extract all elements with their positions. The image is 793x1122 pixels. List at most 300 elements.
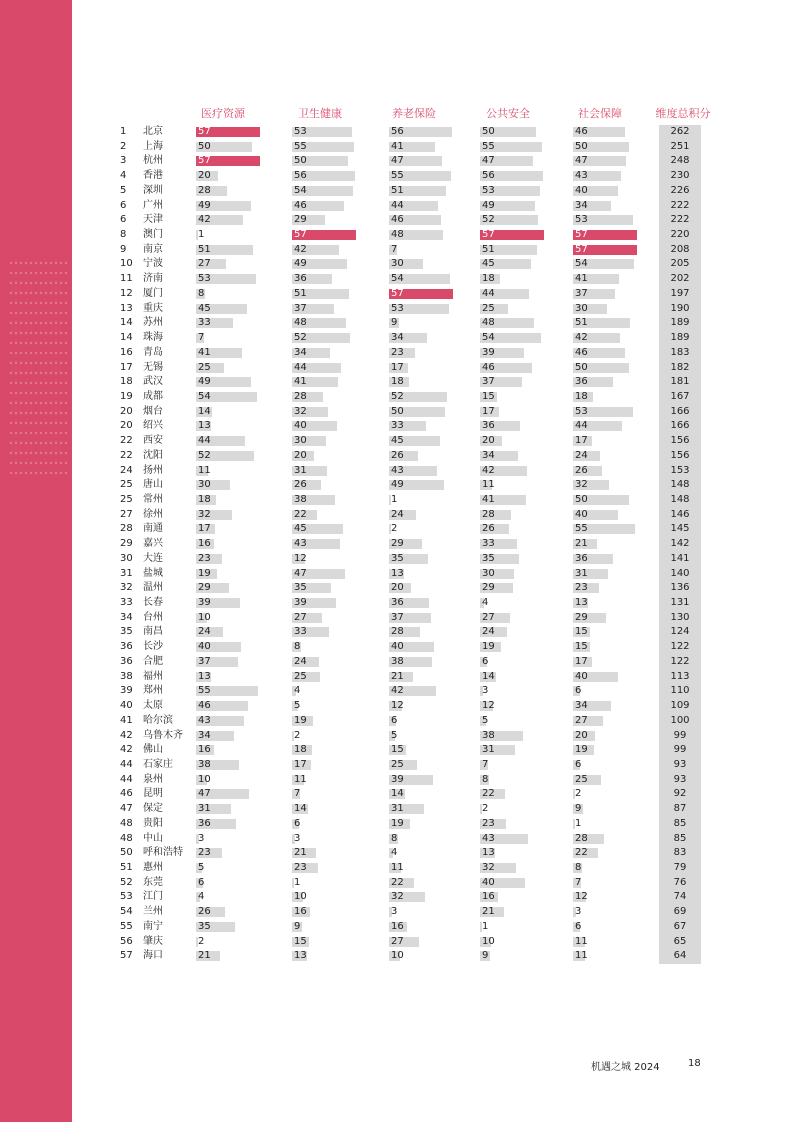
score-value: 43 (294, 538, 307, 550)
total-score-cell: 136 (659, 581, 701, 596)
score-value: 29 (482, 582, 495, 594)
rank-cell: 24 (120, 464, 133, 476)
rank-cell: 17 (120, 361, 133, 373)
score-value: 24 (391, 508, 404, 520)
score-value: 55 (294, 140, 307, 152)
score-value: 13 (482, 847, 495, 859)
table-row (0, 611, 793, 625)
score-value: 50 (575, 361, 588, 373)
score-value: 43 (575, 170, 588, 182)
table-row (0, 537, 793, 551)
city-cell: 嘉兴 (143, 538, 163, 550)
total-score-cell: 140 (659, 567, 701, 582)
total-score-cell: 166 (659, 419, 701, 434)
score-value: 11 (294, 773, 307, 785)
rank-cell: 2 (120, 140, 127, 152)
score-value: 54 (575, 258, 588, 270)
score-value: 19 (575, 744, 588, 756)
score-value: 27 (198, 258, 211, 270)
city-cell: 南昌 (143, 626, 163, 638)
score-value: 41 (482, 494, 495, 505)
score-value: 30 (391, 258, 404, 270)
total-score-cell: 222 (659, 213, 701, 228)
table-row (0, 920, 793, 934)
city-cell: 南宁 (143, 920, 163, 932)
score-value: 16 (294, 906, 307, 918)
score-value: 23 (575, 582, 588, 594)
score-value: 36 (482, 420, 495, 432)
score-value: 1 (294, 876, 301, 888)
total-score-cell: 262 (659, 125, 701, 140)
score-value: 53 (482, 184, 495, 196)
score-value: 37 (294, 302, 307, 314)
score-value: 6 (575, 920, 582, 932)
score-value: 35 (391, 552, 404, 564)
table-row (0, 272, 793, 286)
score-value: 46 (575, 126, 588, 137)
total-score-cell: 156 (659, 434, 701, 449)
score-value: 1 (198, 229, 205, 241)
table-row (0, 419, 793, 433)
city-cell: 珠海 (143, 332, 163, 344)
city-cell: 郑州 (143, 685, 163, 697)
score-value: 55 (482, 140, 495, 152)
score-value: 20 (482, 435, 495, 447)
score-value: 18 (482, 273, 495, 285)
score-value: 38 (391, 655, 404, 667)
column-header-5: 维度总积分 (655, 107, 711, 120)
score-value: 9 (575, 803, 582, 815)
city-cell: 南京 (143, 243, 163, 255)
score-value: 45 (198, 302, 211, 314)
score-value: 6 (294, 817, 301, 829)
score-value: 32 (482, 862, 495, 873)
total-score-cell: 226 (659, 184, 701, 199)
score-value: 6 (391, 714, 398, 726)
score-value: 20 (575, 729, 588, 741)
rank-cell: 47 (120, 803, 133, 815)
score-value: 49 (198, 376, 211, 388)
city-cell: 太原 (143, 700, 163, 712)
table-row (0, 684, 793, 698)
score-value: 28 (575, 832, 588, 844)
column-header-2: 养老保险 (392, 107, 436, 120)
score-value: 47 (294, 567, 307, 579)
score-value: 39 (294, 597, 307, 609)
score-value: 23 (294, 862, 307, 873)
score-value: 46 (482, 361, 495, 373)
score-value: 54 (482, 332, 495, 344)
score-value: 15 (575, 626, 588, 638)
score-value: 42 (575, 332, 588, 344)
score-value: 19 (198, 567, 211, 579)
score-value: 31 (198, 803, 211, 815)
score-value: 53 (391, 302, 404, 314)
score-value: 28 (294, 390, 307, 402)
rank-cell: 16 (120, 346, 133, 358)
rank-cell: 18 (120, 376, 133, 388)
table-row (0, 890, 793, 904)
total-score-cell: 148 (659, 478, 701, 493)
total-score-cell: 87 (659, 802, 701, 817)
score-value: 29 (575, 611, 588, 623)
score-value: 16 (198, 538, 211, 550)
rank-cell: 55 (120, 920, 133, 932)
score-value: 40 (294, 420, 307, 432)
score-value: 3 (198, 832, 205, 844)
rank-cell: 1 (120, 126, 127, 137)
score-value: 30 (294, 435, 307, 447)
score-value: 10 (198, 773, 211, 785)
score-value: 36 (294, 273, 307, 285)
rank-cell: 51 (120, 862, 133, 873)
score-value: 43 (482, 832, 495, 844)
rank-cell: 42 (120, 744, 133, 756)
score-value: 40 (391, 641, 404, 653)
rank-cell: 30 (120, 552, 133, 564)
rank-cell: 54 (120, 906, 133, 918)
score-value: 9 (391, 317, 398, 329)
rank-cell: 41 (120, 714, 133, 726)
table-row (0, 125, 793, 139)
score-value: 2 (575, 788, 582, 800)
city-cell: 佛山 (143, 744, 163, 756)
table-row (0, 552, 793, 566)
score-value: 57 (294, 229, 307, 241)
score-value: 43 (198, 714, 211, 726)
score-value: 51 (391, 184, 404, 196)
table-row (0, 154, 793, 168)
score-value: 55 (575, 523, 588, 535)
city-cell: 南通 (143, 523, 163, 535)
score-value: 30 (575, 302, 588, 314)
score-value: 19 (294, 714, 307, 726)
city-cell: 贵阳 (143, 817, 163, 829)
total-score-cell: 182 (659, 361, 701, 376)
total-score-cell: 109 (659, 699, 701, 714)
score-value: 33 (294, 626, 307, 638)
score-value: 52 (391, 390, 404, 402)
table-row (0, 140, 793, 154)
city-cell: 澳门 (143, 229, 163, 241)
score-value: 47 (482, 155, 495, 167)
score-value: 18 (198, 494, 211, 505)
score-value: 56 (294, 170, 307, 182)
score-value: 40 (482, 876, 495, 888)
table-row (0, 905, 793, 919)
score-value: 28 (482, 508, 495, 520)
score-value: 7 (391, 243, 398, 255)
rank-cell: 29 (120, 538, 133, 550)
score-value: 13 (198, 670, 211, 682)
score-value: 30 (198, 479, 211, 491)
score-value: 12 (482, 700, 495, 712)
score-value: 3 (294, 832, 301, 844)
score-value: 38 (198, 758, 211, 770)
score-value: 11 (575, 950, 588, 962)
score-value: 52 (294, 332, 307, 344)
score-value: 25 (482, 302, 495, 314)
score-value: 42 (198, 214, 211, 226)
score-value: 46 (575, 346, 588, 358)
score-value: 33 (391, 420, 404, 432)
rank-cell: 56 (120, 935, 133, 947)
rank-cell: 28 (120, 523, 133, 535)
score-value: 56 (391, 126, 404, 137)
score-value: 53 (294, 126, 307, 137)
total-score-cell: 156 (659, 449, 701, 464)
score-value: 7 (482, 758, 489, 770)
score-value: 46 (391, 214, 404, 226)
score-value: 42 (294, 243, 307, 255)
total-score-cell: 92 (659, 787, 701, 802)
score-value: 29 (198, 582, 211, 594)
table-row (0, 655, 793, 669)
total-score-cell: 148 (659, 493, 701, 508)
score-value: 49 (198, 199, 211, 211)
score-value: 57 (198, 155, 211, 167)
score-value: 7 (198, 332, 205, 344)
score-value: 7 (575, 876, 582, 888)
score-value: 22 (294, 508, 307, 520)
city-cell: 北京 (143, 126, 163, 137)
score-value: 24 (198, 626, 211, 638)
city-cell: 绍兴 (143, 420, 163, 432)
score-value: 44 (391, 199, 404, 211)
score-value: 41 (198, 346, 211, 358)
score-value: 48 (482, 317, 495, 329)
table-row (0, 729, 793, 743)
rank-cell: 14 (120, 317, 133, 329)
score-value: 47 (198, 788, 211, 800)
score-value: 40 (575, 670, 588, 682)
score-value: 14 (482, 670, 495, 682)
total-score-cell: 99 (659, 729, 701, 744)
total-score-cell: 183 (659, 346, 701, 361)
score-value: 15 (294, 935, 307, 947)
score-value: 31 (482, 744, 495, 756)
rank-cell: 44 (120, 773, 133, 785)
score-value: 50 (575, 140, 588, 152)
table-row (0, 581, 793, 595)
score-value: 46 (198, 700, 211, 712)
score-value: 25 (294, 670, 307, 682)
score-value: 46 (294, 199, 307, 211)
table-row (0, 625, 793, 639)
table-row (0, 331, 793, 345)
score-value: 2 (198, 935, 205, 947)
score-value: 12 (575, 891, 588, 903)
total-score-cell: 113 (659, 670, 701, 685)
score-value: 44 (294, 361, 307, 373)
table-row (0, 405, 793, 419)
rank-cell: 38 (120, 670, 133, 682)
score-value: 11 (198, 464, 211, 476)
rank-cell: 27 (120, 508, 133, 520)
score-value: 8 (294, 641, 301, 653)
score-value: 32 (294, 405, 307, 417)
score-value: 18 (294, 744, 307, 756)
table-row (0, 861, 793, 875)
score-value: 37 (482, 376, 495, 388)
score-value: 42 (391, 685, 404, 697)
score-value: 49 (482, 199, 495, 211)
city-cell: 西安 (143, 435, 163, 447)
total-score-cell: 110 (659, 684, 701, 699)
city-cell: 杭州 (143, 155, 163, 167)
score-value: 1 (575, 817, 582, 829)
city-cell: 广州 (143, 199, 163, 211)
table-row (0, 478, 793, 492)
score-value: 48 (294, 317, 307, 329)
score-value: 25 (198, 361, 211, 373)
score-value: 6 (575, 758, 582, 770)
table-row (0, 316, 793, 330)
total-score-cell: 79 (659, 861, 701, 876)
rank-cell: 6 (120, 214, 127, 226)
score-value: 55 (391, 170, 404, 182)
rank-cell: 11 (120, 273, 133, 285)
score-value: 49 (391, 479, 404, 491)
table-row (0, 199, 793, 213)
total-score-cell: 100 (659, 714, 701, 729)
rank-cell: 4 (120, 170, 127, 182)
score-value: 2 (391, 523, 398, 535)
total-score-cell: 142 (659, 537, 701, 552)
score-value: 5 (391, 729, 398, 741)
score-value: 53 (575, 405, 588, 417)
score-value: 51 (482, 243, 495, 255)
score-value: 33 (198, 317, 211, 329)
city-cell: 昆明 (143, 788, 163, 800)
score-value: 49 (294, 258, 307, 270)
rank-cell: 31 (120, 567, 133, 579)
score-value: 25 (575, 773, 588, 785)
total-score-cell: 69 (659, 905, 701, 920)
city-cell: 海口 (143, 950, 163, 962)
score-value: 44 (575, 420, 588, 432)
city-cell: 泉州 (143, 773, 163, 785)
city-cell: 台州 (143, 611, 163, 623)
total-score-cell: 230 (659, 169, 701, 184)
score-value: 13 (294, 950, 307, 962)
score-value: 8 (198, 287, 205, 299)
rank-cell: 19 (120, 390, 133, 402)
score-value: 23 (198, 847, 211, 859)
total-score-cell: 189 (659, 331, 701, 346)
score-value: 24 (294, 655, 307, 667)
score-value: 9 (482, 950, 489, 962)
score-value: 12 (391, 700, 404, 712)
rank-cell: 22 (120, 435, 133, 447)
score-value: 57 (391, 287, 404, 299)
column-header-4: 社会保障 (578, 107, 622, 120)
score-value: 4 (482, 597, 489, 609)
column-header-0: 医疗资源 (201, 107, 245, 120)
city-cell: 肇庆 (143, 935, 163, 947)
total-score-cell: 93 (659, 758, 701, 773)
rank-cell: 36 (120, 655, 133, 667)
city-cell: 唐山 (143, 479, 163, 491)
score-value: 13 (575, 597, 588, 609)
score-value: 7 (294, 788, 301, 800)
score-value: 34 (391, 332, 404, 344)
score-value: 54 (391, 273, 404, 285)
column-header-1: 卫生健康 (298, 107, 342, 120)
total-score-cell: 130 (659, 611, 701, 626)
score-value: 50 (391, 405, 404, 417)
score-value: 48 (391, 229, 404, 241)
score-value: 51 (198, 243, 211, 255)
score-value: 13 (198, 420, 211, 432)
score-value: 34 (482, 449, 495, 461)
city-cell: 济南 (143, 273, 163, 285)
rank-cell: 20 (120, 405, 133, 417)
score-value: 35 (482, 552, 495, 564)
score-value: 42 (482, 464, 495, 476)
score-value: 5 (294, 700, 301, 712)
city-cell: 成都 (143, 390, 163, 402)
table-row (0, 257, 793, 271)
total-score-cell: 190 (659, 302, 701, 317)
rank-cell: 12 (120, 287, 133, 299)
score-value: 34 (198, 729, 211, 741)
footer-page-number: 18 (688, 1058, 701, 1069)
rank-cell: 22 (120, 449, 133, 461)
score-value: 25 (391, 758, 404, 770)
score-value: 27 (482, 611, 495, 623)
score-value: 1 (391, 494, 398, 505)
score-value: 35 (198, 920, 211, 932)
table-row (0, 243, 793, 257)
city-cell: 徐州 (143, 508, 163, 520)
city-cell: 福州 (143, 670, 163, 682)
table-row (0, 361, 793, 375)
score-value: 54 (198, 390, 211, 402)
score-value: 15 (575, 641, 588, 653)
city-cell: 无锡 (143, 361, 163, 373)
score-value: 21 (294, 847, 307, 859)
city-cell: 厦门 (143, 287, 163, 299)
footer-report-title: 机遇之城 2024 (591, 1062, 660, 1073)
score-value: 47 (391, 155, 404, 167)
city-cell: 哈尔滨 (143, 714, 173, 726)
score-value: 34 (575, 199, 588, 211)
city-cell: 上海 (143, 140, 163, 152)
score-value: 41 (294, 376, 307, 388)
total-score-cell: 76 (659, 876, 701, 891)
score-value: 32 (198, 508, 211, 520)
rank-cell: 25 (120, 494, 133, 505)
score-value: 28 (391, 626, 404, 638)
total-score-cell: 222 (659, 199, 701, 214)
table-row (0, 846, 793, 860)
city-cell: 大连 (143, 552, 163, 564)
total-score-cell: 122 (659, 655, 701, 670)
score-value: 2 (482, 803, 489, 815)
score-value: 15 (391, 744, 404, 756)
rank-cell: 10 (120, 258, 133, 270)
city-cell: 兰州 (143, 906, 163, 918)
city-cell: 乌鲁木齐 (143, 729, 183, 741)
score-value: 36 (391, 597, 404, 609)
score-value: 12 (294, 552, 307, 564)
score-value: 33 (482, 538, 495, 550)
score-value: 11 (482, 479, 495, 491)
score-value: 37 (198, 655, 211, 667)
score-value: 31 (294, 464, 307, 476)
score-value: 26 (294, 479, 307, 491)
